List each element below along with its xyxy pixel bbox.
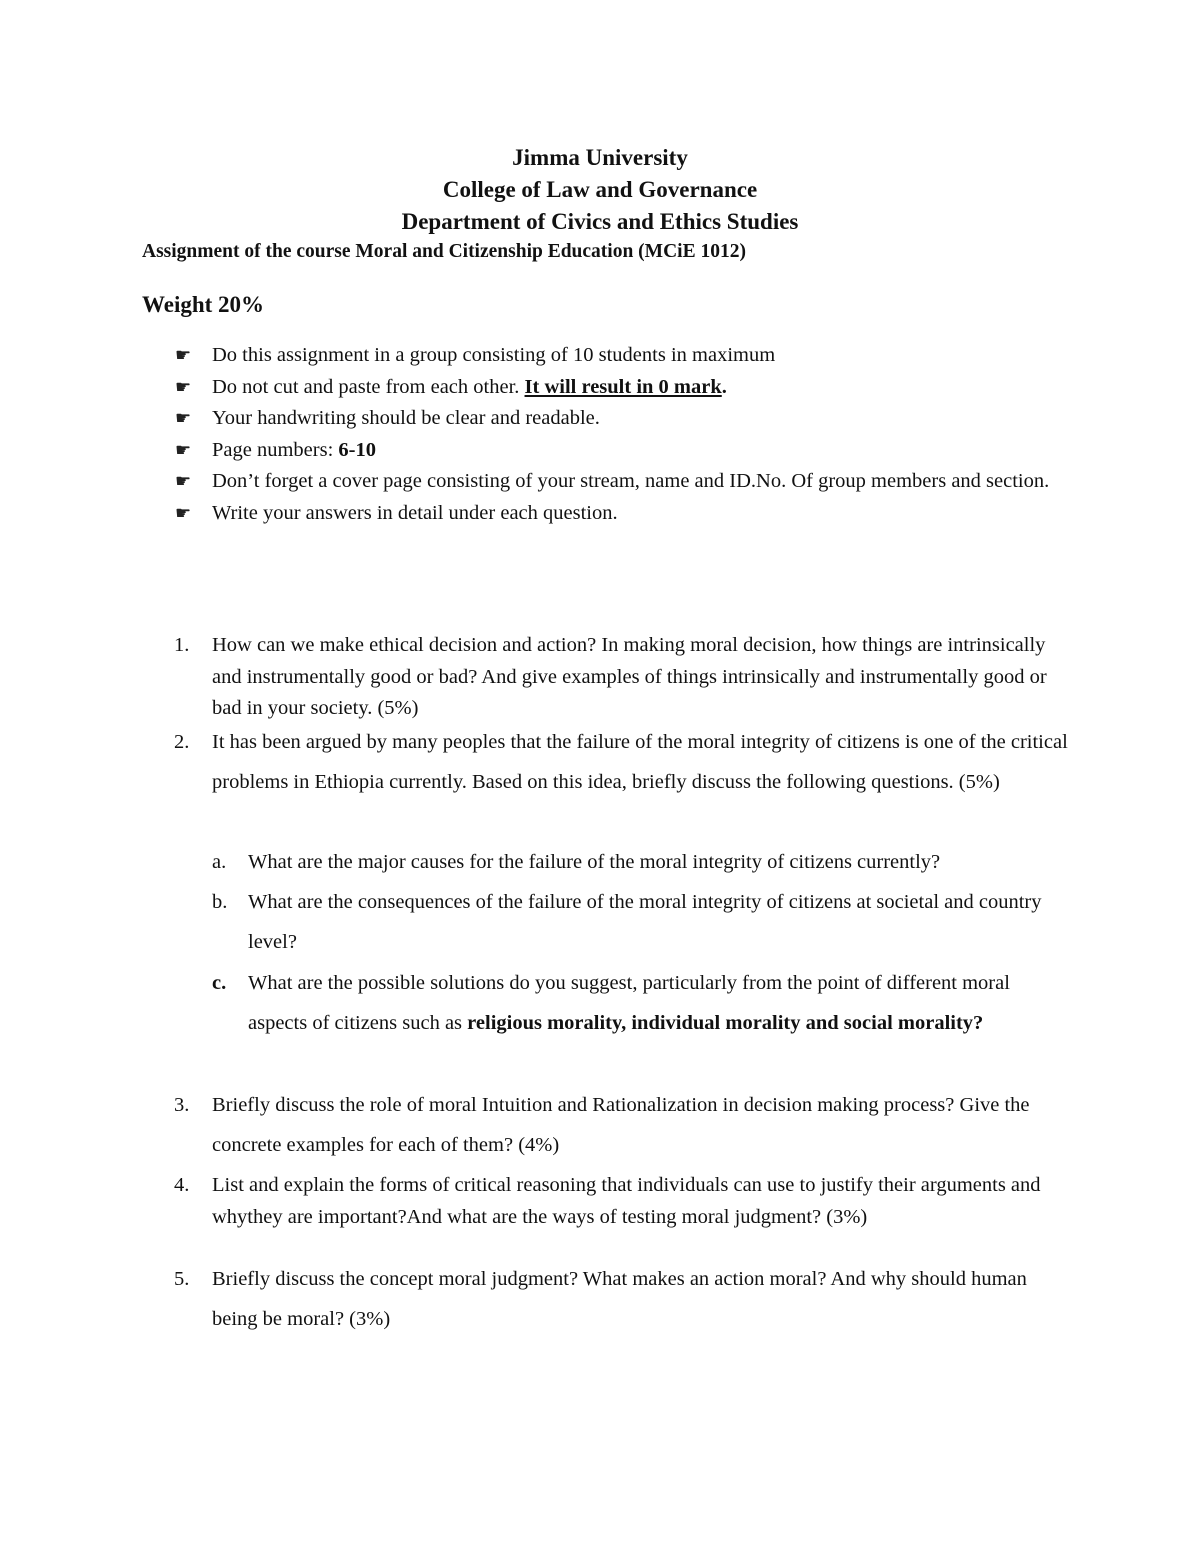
- question-number: 3.: [174, 1094, 190, 1116]
- question-3: [174, 1085, 1072, 1165]
- question-4: [174, 1170, 1072, 1233]
- course-title: Assignment of the course Moral and Citizenship Education (MCiE 1012): [142, 241, 746, 262]
- instruction-text: Do this assignment in a group consisting of 10 students in maximum: [212, 344, 776, 366]
- subquestion-emphasis: religious morality, individual morality and social morality?: [467, 1012, 984, 1034]
- instruction-item: [0, 435, 1072, 467]
- instruction-list: [0, 340, 1200, 529]
- pointing-hand-icon: ☛: [175, 471, 192, 491]
- pointing-hand-icon: ☛: [175, 376, 192, 397]
- question-text: It has been argued by many peoples that the failure of the moral integrity of citizens is one of the critical problems in Ethiopia currently. Based on this idea, briefly discuss the following questions. (5%): [212, 731, 1068, 793]
- question-2a: [212, 842, 1068, 882]
- subquestion-text: What are the consequences of the failure of the moral integrity of citizens at societal and country level?: [248, 891, 1042, 953]
- pointing-hand-icon: ☛: [175, 408, 192, 428]
- question-number: 5.: [174, 1268, 190, 1290]
- instruction-text: Don’t forget a cover page consisting of your stream, name and ID.No. Of group members and section.: [212, 470, 1050, 492]
- subquestion-text: What are the major causes for the failure of the moral integrity of citizens currently?: [248, 851, 941, 873]
- question-2c: [212, 963, 1068, 1043]
- instruction-item: [0, 403, 1072, 435]
- instruction-text: Page numbers:: [212, 438, 339, 461]
- department-title: Department of Civics and Ethics Studies: [401, 209, 799, 234]
- question-1: [174, 630, 1072, 725]
- college-title: College of Law and Governance: [442, 177, 758, 202]
- question-2b: [212, 882, 1068, 962]
- pointing-hand-icon: ☛: [175, 439, 192, 460]
- question-5: [174, 1259, 1072, 1339]
- question-2: [174, 722, 1072, 802]
- question-number: 4.: [174, 1174, 190, 1196]
- subquestion-text: What are the possible solutions do you suggest, particularly from the point of different moral aspects of citizens such as: [248, 972, 1010, 1034]
- university-title: Jimma University: [512, 145, 688, 170]
- instruction-text: Do not cut and paste from each other.: [212, 375, 525, 398]
- instruction-item: [0, 340, 1072, 372]
- instruction-warning-end: .: [721, 375, 727, 398]
- instruction-warning: It will result in 0 mark: [524, 375, 722, 398]
- pointing-hand-icon: ☛: [175, 345, 192, 365]
- pointing-hand-icon: ☛: [175, 502, 192, 523]
- question-text: List and explain the forms of critical reasoning that individuals can use to justify their arguments and whythey are important?And what are the ways of testing moral judgment? (3%): [212, 1174, 1041, 1228]
- subquestion-letter: c.: [212, 972, 227, 994]
- subquestion-letter: a.: [212, 851, 227, 873]
- question-number: 1.: [174, 634, 190, 656]
- question-number: 2.: [174, 731, 190, 753]
- question-text: How can we make ethical decision and action? In making moral decision, how things are intrinsically and instrumentally good or bad? And give examples of things intrinsically and instrumentally good or bad in your society. (5%): [212, 634, 1047, 719]
- instruction-item: [0, 498, 1072, 530]
- question-text: Briefly discuss the concept moral judgment? What makes an action moral? And why should human being be moral? (3%): [212, 1268, 1027, 1330]
- instruction-text: Your handwriting should be clear and readable.: [212, 407, 600, 429]
- question-text: Briefly discuss the role of moral Intuition and Rationalization in decision making process? Give the concrete examples for each of them? (4%): [212, 1094, 1030, 1156]
- instruction-text: Write your answers in detail under each question.: [212, 501, 618, 524]
- subquestion-letter: b.: [212, 891, 228, 913]
- instruction-item: [0, 466, 1072, 498]
- page-number-range: 6-10: [338, 438, 376, 461]
- instruction-item: [0, 372, 1072, 404]
- weight-heading: Weight 20%: [142, 292, 265, 317]
